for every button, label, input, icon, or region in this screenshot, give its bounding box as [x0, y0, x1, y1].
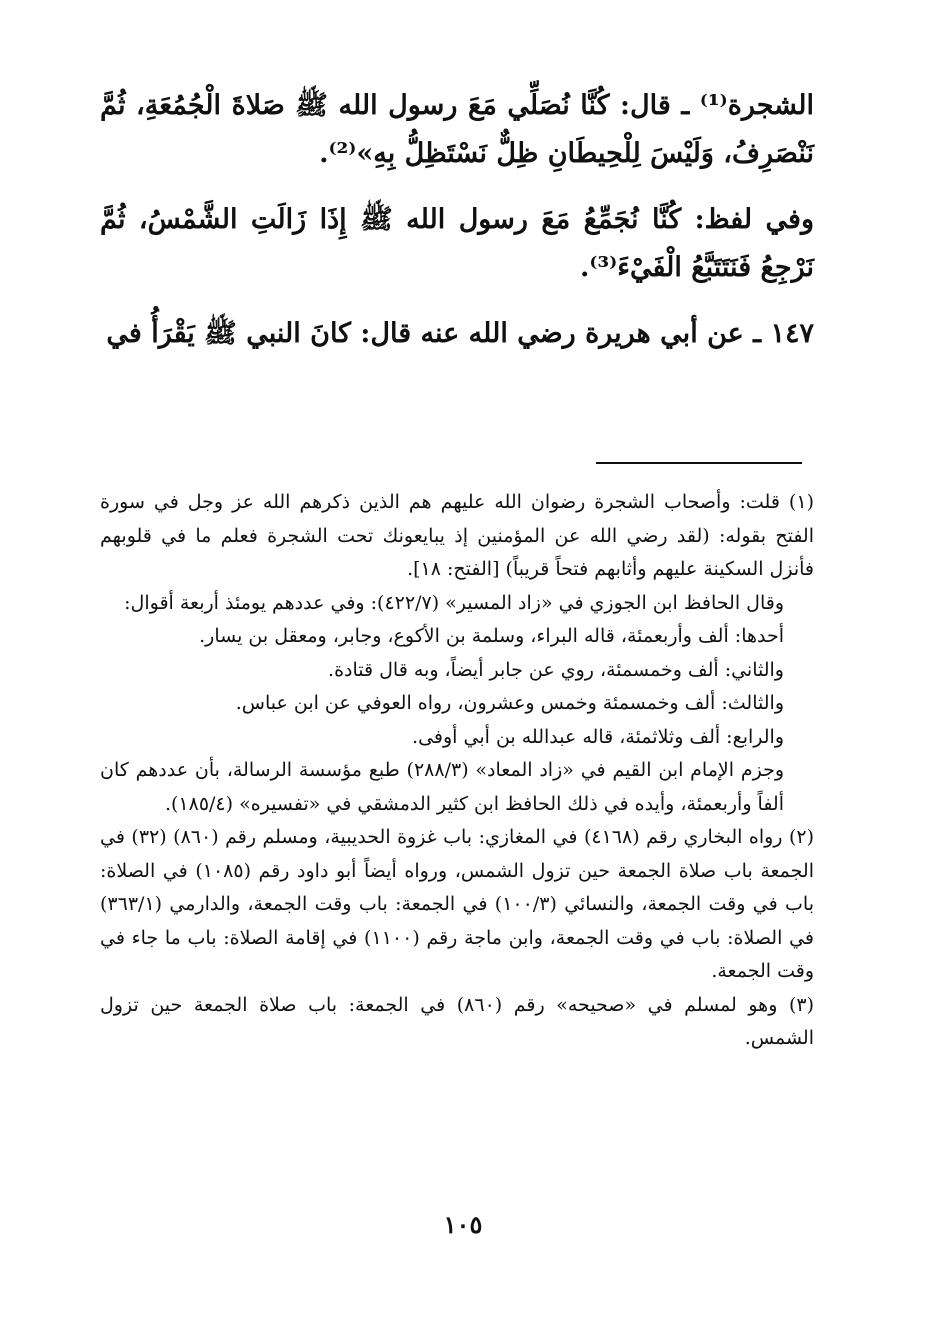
footnote-1-paragraph: والثالث: ألف وخمسمئة وخمس وعشرون، رواه العوفي عن ابن عباس.	[235, 692, 784, 714]
footnote-1-paragraph: أحدها: ألف وأربعمئة، قاله البراء، وسلمة بن الأكوع، وجابر، ومعقل بن يسار.	[199, 625, 784, 647]
footnote-1: (١) قلت: وأصحاب الشجرة رضوان الله عليهم هم الذين ذكرهم الله عز وجل في سورة الفتح بقوله: (لقد رضي الله عن المؤمنين إذ يبايعونك تحت الشجرة فعلم ما في قلوبهم فأنزل السكينة عليهم وأثابهم فتحاً قريباً) [الفتح: ١٨].	[100, 491, 814, 580]
page-number: ١٠٥	[443, 1210, 483, 1239]
main-paragraph: وفي لفظ: كُنَّا نُجَمِّعُ مَعَ رسول الله ﷺ إِذَا زَالَتِ الشَّمْسُ، ثُمَّ نَرْجِعُ فَنَتَتَبَّعُ الْفَيْءَ⁽³⁾.	[100, 204, 814, 283]
footnote-1-paragraph: والثاني: ألف وخمسمئة، روي عن جابر أيضاً، وبه قال قتادة.	[328, 658, 784, 681]
hadith-147-paragraph: ١٤٧ ـ عن أبي هريرة رضي الله عنه قال: كانَ النبي ﷺ يَقْرَأُ في	[106, 318, 814, 349]
main-paragraph: الشجرة⁽¹⁾ ـ قال: كُنَّا نُصَلِّي مَعَ رسول الله ﷺ صَلاةَ الْجُمُعَةِ، ثُمَّ نَنْصَرِفُ، وَلَيْسَ لِلْحِيطَانِ ظِلٌّ نَسْتَظِلُّ بِهِ»⁽²⁾.	[100, 90, 814, 169]
footnote-2: (٢) رواه البخاري رقم (٤١٦٨) في المغازي: باب غزوة الحديبية، ومسلم رقم (٨٦٠) (٣٢) في الجمعة باب صلاة الجمعة حين تزول الشمس، ورواه أيضاً أبو داود رقم (١٠٨٥) في الصلاة: باب في وقت الجمعة، والنسائي (١٠٠/٣) في الجمعة: باب وقت الجمعة، والدارمي (٣٦٣/١) في الصلاة: باب في وقت الجمعة، وابن ماجة رقم (١١٠٠) في إقامة الصلاة: باب ما جاء في وقت الجمعة.	[100, 826, 815, 982]
footnotes-block	[100, 486, 814, 1056]
footnote-1-paragraph: وجزم الإمام ابن القيم في «زاد المعاد» (٢٨٨/٣) طبع مؤسسة الرسالة، بأن عددهم كان ألفاً وأربعمئة، وأيده في ذلك الحافظ ابن كثير الدمشقي في «تفسيره» (١٨٥/٤).	[100, 759, 784, 815]
footnote-1-paragraph: والرابع: ألف وثلاثمئة، قاله عبدالله بن أبي أوفى.	[412, 725, 784, 748]
footnote-3: (٣) وهو لمسلم في «صحيحه» رقم (٨٦٠) في الجمعة: باب صلاة الجمعة حين تزول الشمس.	[100, 993, 814, 1049]
footnote-1-paragraph: وقال الحافظ ابن الجوزي في «زاد المسير» (٤٢٢/٧): وفي عددهم يومئذ أربعة أقوال:	[124, 591, 784, 614]
main-text-block	[100, 82, 814, 358]
footnote-separator	[596, 462, 802, 464]
